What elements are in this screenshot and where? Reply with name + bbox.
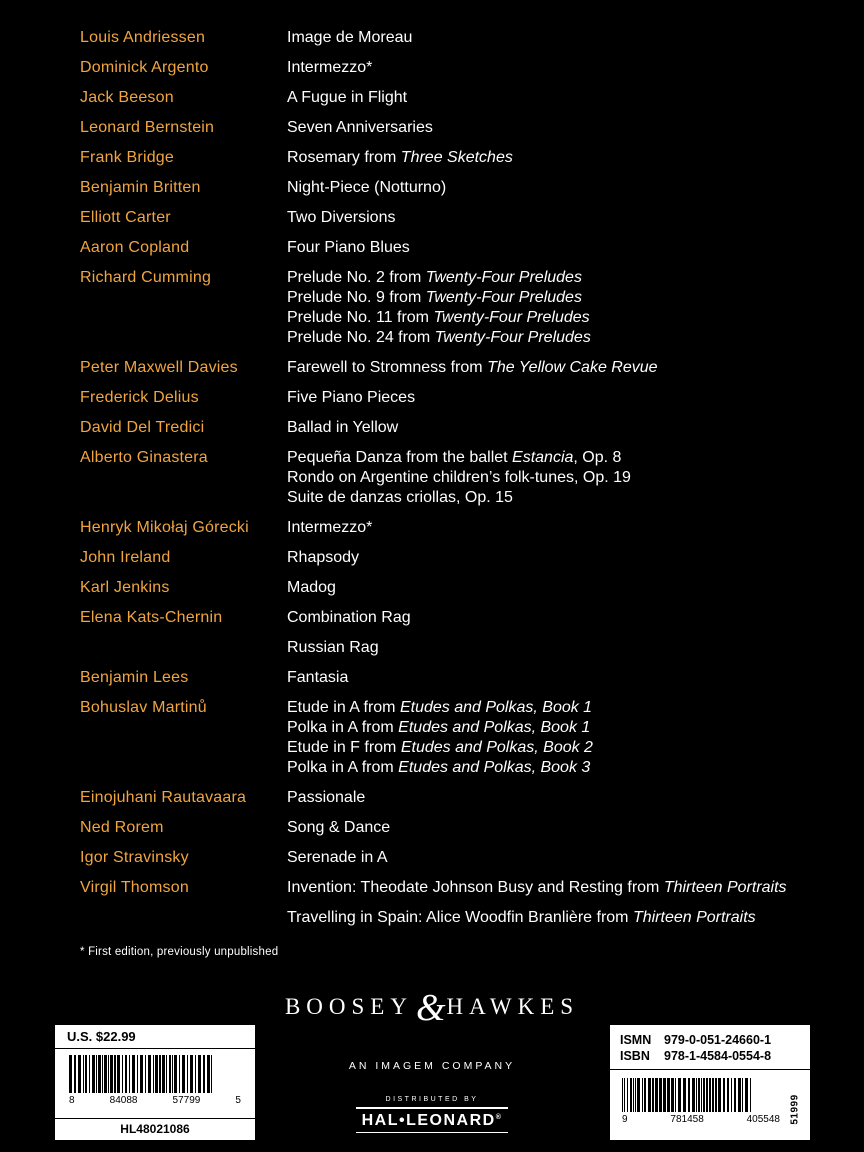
work-titles [287,88,834,108]
isbn-barcode-box [610,1025,810,1140]
work-entry [80,578,834,598]
registered-mark: ® [495,1114,503,1121]
hal-leonard-logo [356,1107,509,1133]
upc-digit-prefix: 8 [69,1095,75,1106]
work-title: Passionale [287,789,366,806]
first-edition-footnote: * First edition, previously unpublished [80,946,279,958]
work-entry [80,698,834,778]
work-titles [287,178,834,198]
composer-name: Henryk Mikołaj Górecki [80,519,249,536]
work-title: Image de Moreau [287,29,413,46]
work-title: Prelude No. 24 from Twenty-Four Preludes [287,329,591,346]
work-title: Fantasia [287,669,349,686]
work-title: Combination Rag [287,609,411,626]
work-title: Farewell to Stromness from The Yellow Cake Revue [287,359,658,376]
work-titles [287,518,834,538]
composer-name: Igor Stravinsky [80,849,189,866]
work-entry [80,818,834,838]
work-titles [287,118,834,138]
isbn-row [620,1048,800,1064]
ismn-value: 979-0-051-24660-1 [664,1033,772,1047]
work-title: Serenade in A [287,849,388,866]
ean-digit-group1: 781458 [670,1114,704,1125]
ean-digit-prefix: 9 [622,1114,628,1125]
work-title: Polka in A from Etudes and Polkas, Book 1 [287,719,591,736]
work-titles [287,448,834,508]
work-title: Five Piano Pieces [287,389,416,406]
boosey-hawkes-logo [0,986,864,1030]
work-entry [80,28,834,48]
upc-barcode-area [55,1049,255,1108]
work-titles [287,848,834,868]
work-entry [80,608,834,658]
composer-name: Virgil Thomson [80,879,189,896]
upc-digit-group1: 84088 [109,1095,138,1106]
work-title: Polka in A from Etudes and Polkas, Book 3 [287,759,591,776]
price-label: U.S. $22.99 [55,1025,255,1049]
work-entry [80,58,834,78]
work-title: Four Piano Blues [287,239,410,256]
composer-name: Richard Cumming [80,269,212,286]
work-titles [287,238,834,258]
composer-name: Benjamin Lees [80,669,189,686]
work-titles [287,58,834,78]
work-entry [80,358,834,378]
work-titles [287,28,834,48]
catalog-number: HL48021086 [55,1118,255,1140]
work-titles [287,578,834,598]
work-titles [287,268,834,348]
upc-digit-suffix: 5 [235,1095,241,1106]
work-title: Intermezzo* [287,59,373,76]
work-titles [287,208,834,228]
work-titles [287,548,834,568]
work-title: Suite de danzas criollas, Op. 15 [287,489,513,506]
work-title: Prelude No. 11 from Twenty-Four Preludes [287,309,590,326]
work-entry [80,178,834,198]
work-entry [80,668,834,688]
composer-name: Karl Jenkins [80,579,170,596]
ismn-label: ISMN [620,1033,652,1047]
upc-digits [69,1095,241,1106]
work-title: Ballad in Yellow [287,419,399,436]
work-entry [80,388,834,408]
upc-digit-group2: 57799 [172,1095,201,1106]
work-title: Etude in A from Etudes and Polkas, Book 1 [287,699,593,716]
composer-name: John Ireland [80,549,171,566]
composer-name: Louis Andriessen [80,29,206,46]
work-titles [287,698,834,778]
composer-name: Bohuslav Martinů [80,699,207,716]
work-titles [287,148,834,168]
ampersand-glyph: & [415,987,446,1029]
composer-name: Elliott Carter [80,209,171,226]
work-entry [80,548,834,568]
work-entry [80,238,834,258]
composer-name: Frederick Delius [80,389,199,406]
ean-barcode [622,1078,780,1112]
work-entry [80,118,834,138]
work-title: Intermezzo* [287,519,373,536]
price-barcode-box [55,1025,255,1140]
work-title: Two Diversions [287,209,396,226]
ismn-row [620,1032,800,1048]
work-title: Rhapsody [287,549,360,566]
work-title: Prelude No. 2 from Twenty-Four Preludes [287,269,582,286]
upc-barcode [69,1055,241,1093]
ean-digit-group2: 405548 [746,1114,780,1125]
work-title: Night-Piece (Notturno) [287,179,447,196]
work-entry [80,788,834,808]
composer-name: David Del Tredici [80,419,205,436]
composer-name: Alberto Ginastera [80,449,208,466]
ean-digits [622,1114,780,1125]
work-title: Rondo on Argentine children’s folk-tunes, Op. 19 [287,469,631,486]
works-list [80,28,834,938]
work-title: Travelling in Spain: Alice Woodfin Branlière from Thirteen Portraits [287,909,756,926]
work-title: Pequeña Danza from the ballet Estancia, Op. 8 [287,449,622,466]
work-entry [80,518,834,538]
distributed-by-label: DISTRIBUTED BY [385,1096,479,1103]
price-code-addon: 51999 [789,1094,801,1125]
work-title: Etude in F from Etudes and Polkas, Book 2 [287,739,593,756]
composer-name: Einojuhani Rautavaara [80,789,247,806]
work-entry [80,448,834,508]
composer-name: Frank Bridge [80,149,174,166]
composer-name: Dominick Argento [80,59,209,76]
boosey-text: BOOSEY [284,994,413,1019]
work-title: Prelude No. 9 from Twenty-Four Preludes [287,289,582,306]
composer-name: Aaron Copland [80,239,190,256]
composer-name: Jack Beeson [80,89,174,106]
work-title: A Fugue in Flight [287,89,408,106]
work-titles [287,418,834,438]
work-title: Rosemary from Three Sketches [287,149,513,166]
isbn-area [610,1025,810,1070]
work-titles [287,668,834,688]
work-titles [287,788,834,808]
work-entry [80,848,834,868]
composer-name: Leonard Bernstein [80,119,215,136]
work-entry [80,88,834,108]
work-titles [287,608,834,658]
work-titles [287,388,834,408]
work-title: Russian Rag [287,639,379,656]
work-entry [80,268,834,348]
work-titles [287,818,834,838]
work-entry [80,418,834,438]
ean-barcode-area [610,1070,810,1127]
work-title: Seven Anniversaries [287,119,433,136]
composer-name: Benjamin Britten [80,179,201,196]
work-title: Invention: Theodate Johnson Busy and Resting from Thirteen Portraits [287,879,787,896]
work-entry [80,148,834,168]
isbn-value: 978-1-4584-0554-8 [664,1049,772,1063]
work-entry [80,208,834,228]
imagem-company-logo: AN IMAGEM COMPANY [348,1060,516,1072]
work-entry [80,878,834,928]
isbn-label: ISBN [620,1049,650,1063]
composer-name: Ned Rorem [80,819,164,836]
composer-name: Elena Kats-Chernin [80,609,223,626]
hawkes-text: HAWKES [446,994,580,1019]
hal-leonard-text: HAL•LEONARD [361,1112,496,1129]
work-titles [287,358,834,378]
work-title: Song & Dance [287,819,391,836]
work-title: Madog [287,579,336,596]
work-titles [287,878,834,928]
composer-name: Peter Maxwell Davies [80,359,238,376]
